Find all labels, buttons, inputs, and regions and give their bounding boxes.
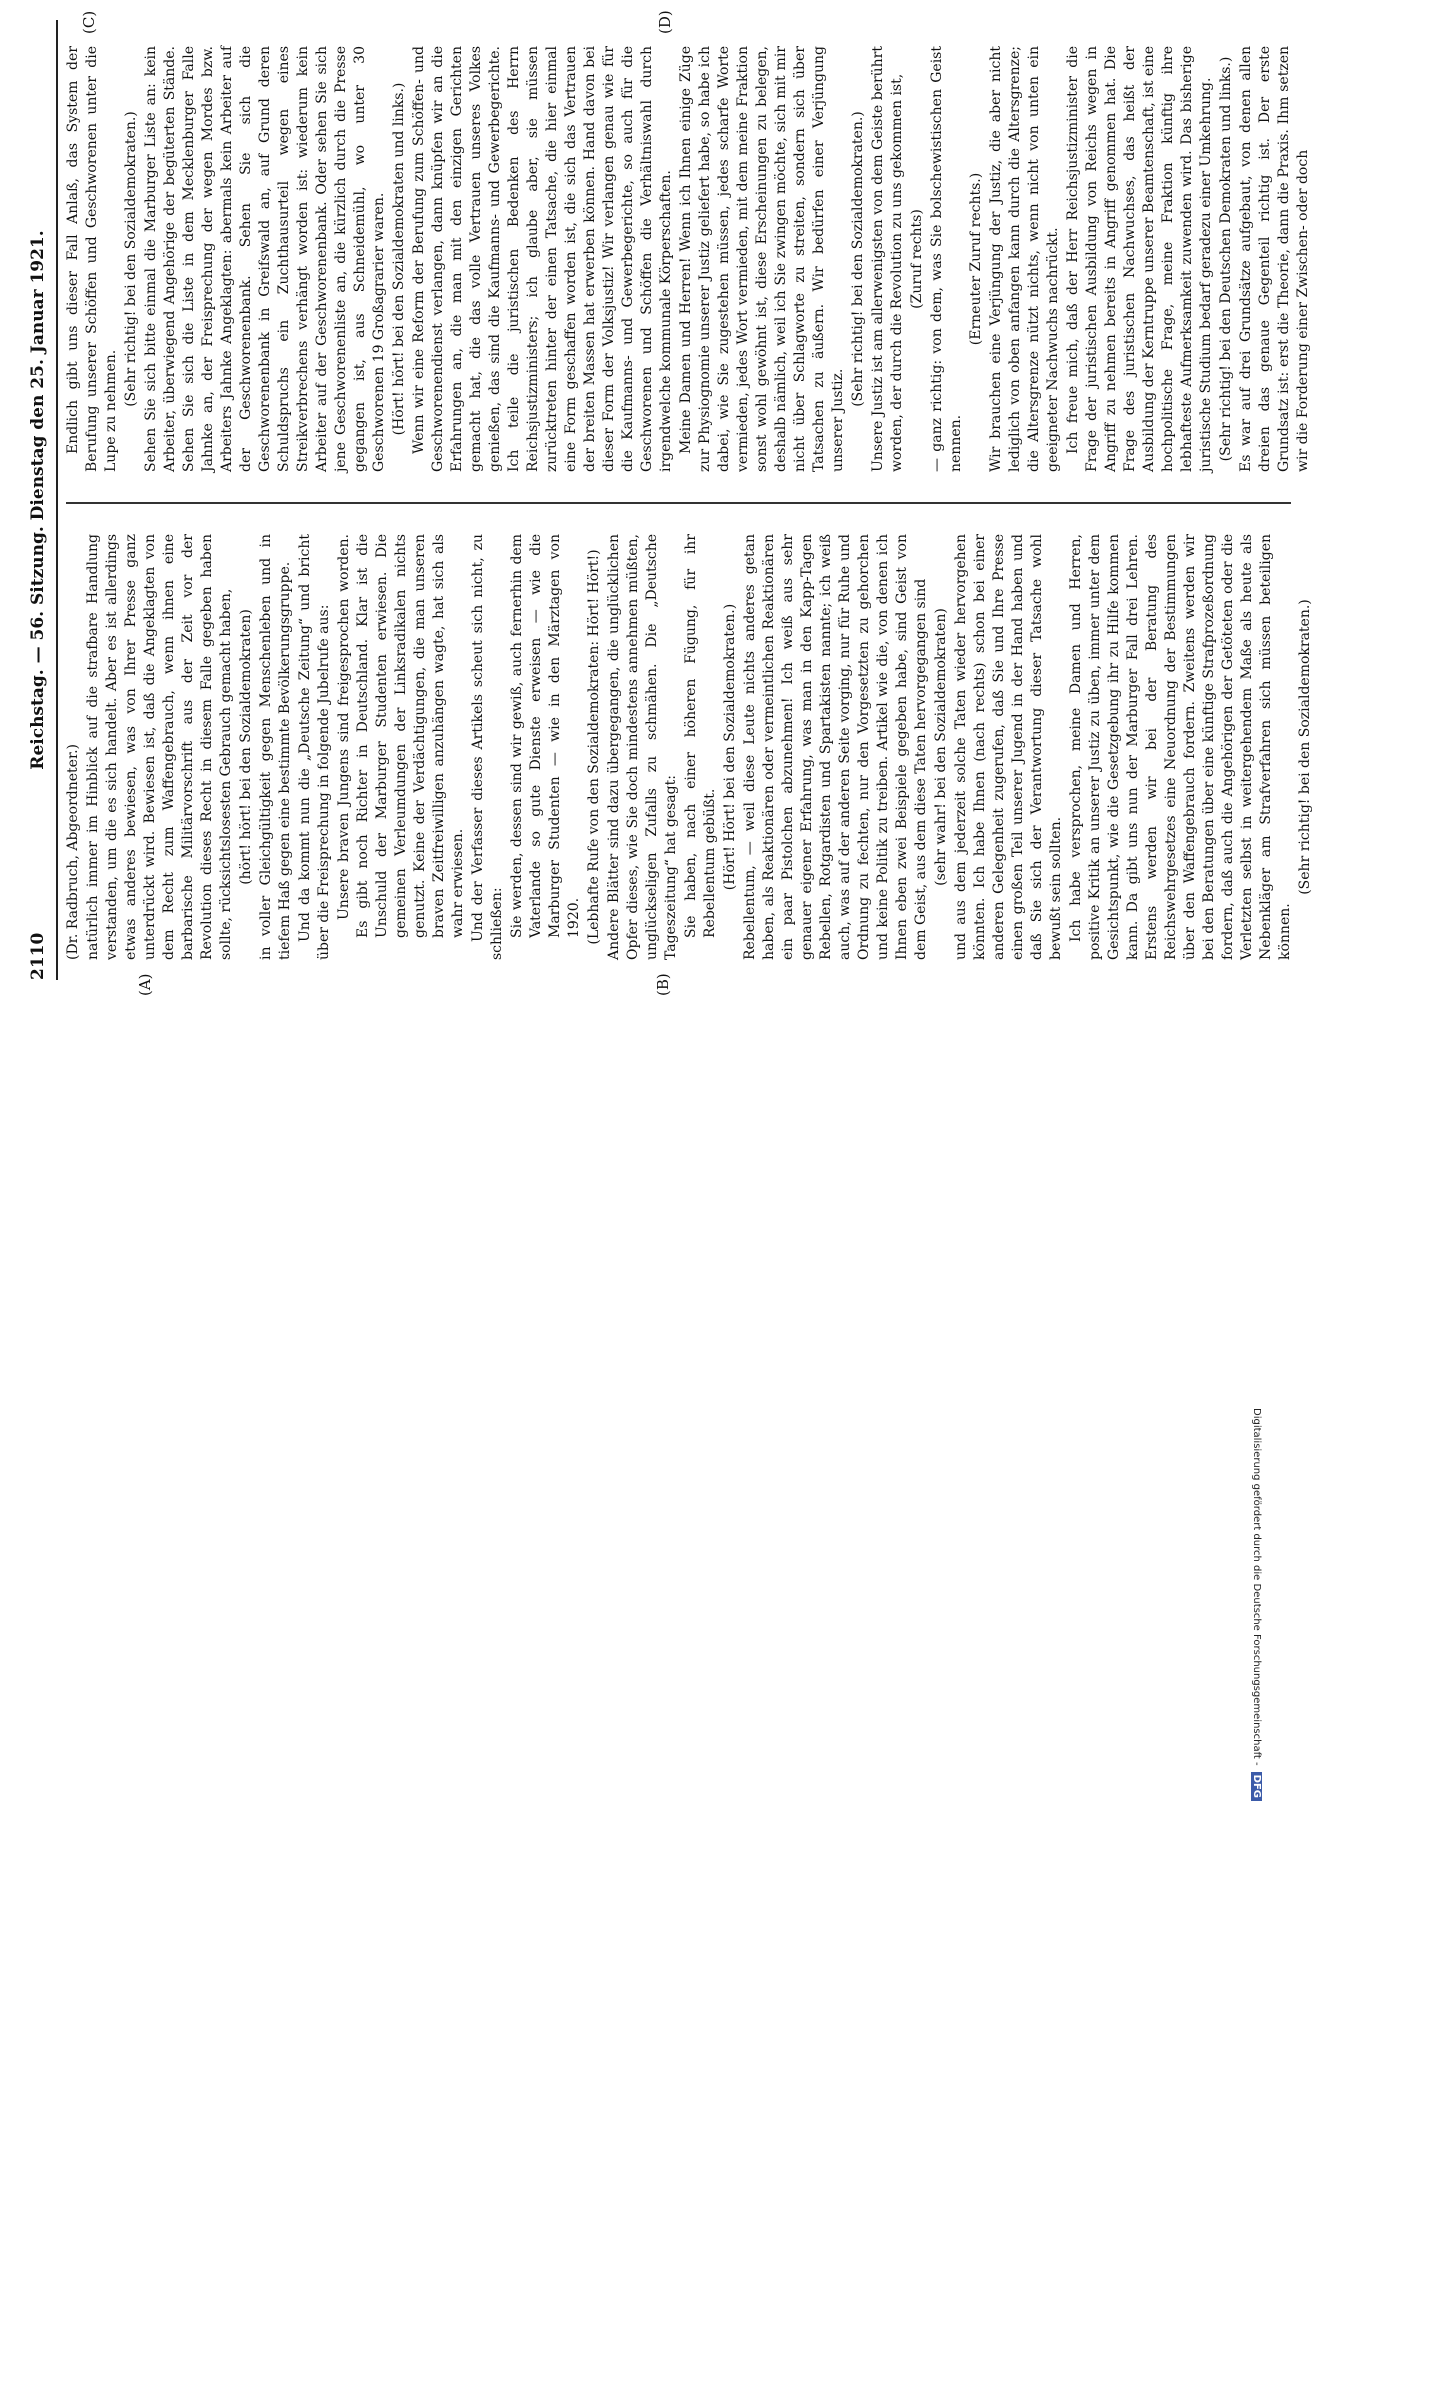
paragraph: in voller Gleichgültigkeit gegen Menschenleben und in tiefem Haß gegen eine bestimmte Bevölkerungsgruppe. [258, 534, 293, 960]
paragraph: — ganz richtig: von dem, was Sie bolschewistischen Geist nennen. [929, 46, 964, 472]
paragraph: Rebellentum, — weil diese Leute nichts anderes getan haben, als Reaktionären oder vermeintlichen Reaktionären ein paar Pistolchen abzunehmen! Ich weiß aus sehr genauer eigener Erfahrung, was man in den Kapp-Tagen Rebellen, Rotgardisten und Spartakisten nannte; ich weiß auch, was auf der anderen Seite vorging, nur für Ruhe und Ordnung zu fechten, nur den Vorgesetzten zu gehorchen und keine Politik zu treiben. Artikel wie die, von denen ich Ihnen eben zwei Beispiele gegeben habe, sind Geist von dem Geist, aus dem diese Taten hervorgegangen sind [742, 534, 929, 960]
paragraph: Und der Verfasser dieses Artikels scheut sich nicht, zu schließen: [470, 534, 505, 960]
paragraph: natürlich immer im Hinblick auf die strafbare Handlung verstanden, um die es sich handelt. Aber es ist allerdings etwas anderes bewiesen, was von Ihrer Presse ganz unterdrückt wird. Bewiesen ist, daß die Angeklagten von dem Recht zum Waffengebrauch, wenn ihnen eine barbarische Militärvorschrift aus der Zeit vor der Revolution dieses Recht in diesem Falle gegeben haben sollte, rücksichtslosesten Gebrauch gemacht haben, [85, 534, 234, 960]
interjection: (sehr wahr! bei den Sozialdemokraten) [933, 608, 949, 886]
paragraph: Andere Blätter sind dazu übergegangen, die unglücklichen Opfer dieses, wie Sie doch mindestens annehmen müßten, unglückseligen Zufalls zu schmähen. Die „Deutsche Tageszeitung“ hat gesagt: [606, 534, 679, 960]
interjection: (Sehr richtig! bei den Sozialdemokraten.) [123, 111, 139, 407]
rotated-page [0, 0, 1434, 1000]
paragraph: Ich freue mich, daß der Herr Reichsjustizminister die Frage der juristischen Ausbildung von Reichs wegen in Angriff zu nehmen bereits in Angriff genommen hat. Die Frage des juristischen Nachwuchses, das heißt der Ausbildung der Kerntruppe unserer Beamtenschaft, ist eine hochpolitische Frage, meine Fraktion künftig ihre lebhafteste Aufmerksamkeit zuwenden wird. Das bisherige juristische Studium bedarf geradezu einer Umkehrung. [1065, 46, 1214, 472]
page-title: Reichstag. — 56. Sitzung. Dienstag den 25. Januar 1921. [28, 230, 48, 770]
left-column [64, 534, 1313, 960]
interjection: (Zuruf rechts) [909, 209, 925, 309]
interjection: (Sehr richtig! bei den Sozialdemokraten.) [1297, 599, 1313, 895]
page-number: 2110 [28, 932, 48, 980]
interjection: (Hört! Hört! bei den Sozialdemokraten.) [722, 603, 738, 891]
dfg-logo: DFG [1251, 1772, 1262, 1801]
margin-marker-a: (A) [136, 973, 154, 996]
interjection: (hört! hört! bei den Sozialdemokraten) [238, 609, 254, 885]
paragraph: Sie werden, dessen sind wir gewiß, auch fernerhin dem Vaterlande so gute Dienste erweisen — wie die Marburger Studenten — wie in den Märztagen von 1920. [509, 534, 582, 938]
paragraph: Und da kommt nun die „Deutsche Zeitung“ und bricht über die Freisprechung in folgende Jubelrufe aus: [297, 534, 332, 960]
paragraph: Unsere braven Jungens sind freigesprochen worden. Es gibt noch Richter in Deutschland. Klar ist die Unschuld der Marburger Studenten erwiesen. Die gemeinen Verleumdungen der Linksradikalen nichts genutzt. Keine der Verdächtigungen, die man unseren braven Zeitfreiwilligen anzuhängen wagte, hat sich als wahr erwiesen. [336, 534, 466, 938]
paragraph: Endlich gibt uns dieser Fall Anlaß, das System der Berufung unserer Schöffen und Geschworenen unter die Lupe zu nehmen. [65, 46, 119, 472]
margin-marker-d: (D) [656, 10, 674, 34]
interjection: (Hört! hört! bei den Sozialdemokraten und links.) [391, 82, 407, 436]
margin-marker-b: (B) [654, 973, 672, 996]
paragraph: und aus dem jederzeit solche Taten wieder hervorgehen könnten. Ich habe Ihnen (nach rechts) schon bei einer anderen Gelegenheit zugerufen, daß Sie und Ihre Presse einen großen Teil unserer Jugend in der Hand haben und daß Sie sich der Verantwortung dieser Tatsache wohl bewußt sein sollten. [953, 534, 1064, 960]
digitization-text: Digitalisierung gefördert durch die Deutsche Forschungsgemeinschaft - [1251, 1408, 1262, 1766]
paragraph: Sie haben, nach einer höheren Fügung, für ihr Rebellentum gebüßt. [683, 534, 718, 938]
paragraph: Meine Damen und Herren! Wenn ich Ihnen einige Züge zur Physiognomie unserer Justiz geliefert habe, so habe ich dabei, wie Sie zugestehen müssen, jedes scharfe Worte vermieden, jedes Wort vermieden, mit dem meine Fraktion sonst wohl gewöhnt ist, diese Erscheinungen zu belegen, deshalb nämlich, weil ich Sie zwingen möchte, sich mit mir nicht über Schlagworte zu streiten, sondern sich über Tatsachen zu äußern. Wir bedürfen einer Verjüngung unserer Justiz. [678, 46, 846, 472]
paragraph: Es war auf drei Grundsätze aufgebaut, von denen allen dreien das genaue Gegenteil richtig ist. Der erste Grundsatz ist: erst die Theorie, dann die Praxis. Ihm setzen wir die Forderung einer Zwischen- oder doch [1238, 46, 1311, 472]
header-rule [56, 20, 58, 980]
column-separator [66, 502, 1291, 504]
paragraph: Ich habe versprochen, meine Damen und Herren, positive Kritik an unserer Justiz zu üben, immer unter dem Gesichtspunkt, wie die Gesetzgebung ihr zu Hilfe kommen kann. Da gibt uns nun der Marburger Fall drei Lehren. Erstens werden wir bei der Beratung des Reichswehrgesetzes eine Neuordnung der Bestimmungen über den Waffengebrauch fordern. Zweitens werden wir bei den Beratungen über eine künftige Strafprozeßordnung fordern, daß auch die Angehörigen der Getöteten oder die Verletzten selbst in weitergehendem Maße als heute als Nebenkläger am Strafverfahren sich müssen beteiligen können. [1068, 534, 1293, 960]
interjection: (Sehr richtig! bei den Sozialdemokraten.) [850, 111, 866, 407]
margin-marker-c: (C) [80, 10, 98, 34]
page-header [22, 20, 54, 980]
interjection: (Lebhafte Rufe von den Sozialdemokraten: Hört! Hört!) [586, 549, 602, 945]
paragraph: Wir brauchen eine Verjüngung der Justiz, die aber nicht lediglich von oben anfangen kann durch die Altersgrenze; die Altersgrenze nützt nichts, wenn nicht von unten ein geeigneter Nachwuchs nachrückt. [988, 46, 1061, 472]
interjection: (Sehr richtig! bei den Deutschen Demokraten und links.) [1218, 56, 1234, 462]
right-column [64, 46, 1311, 472]
interjection: (Erneuter Zuruf rechts.) [968, 172, 984, 346]
paragraph: Unsere Justiz ist am allerwenigsten von dem Geiste berührt worden, der durch die Revolution zu uns gekommen ist, [870, 46, 905, 472]
paragraph: Sehen Sie sich bitte einmal die Marburger Liste an: kein Arbeiter, überwiegend Angehörige der begüterten Stände. Sehen Sie sich die Liste in dem Mecklenburger Falle Jahnke an, der Freisprechung der wegen Mordes bzw. Arbeiters Jahnke Angeklagten: abermals kein Arbeiter auf der Geschworenenbank. Sehen Sie sich die Geschworenenbank in Greifswald an, auf Grund deren Schuldspruchs ein Zuchthausurteil wegen eines Streikverbrechens verhängt worden ist: wiederum kein Arbeiter auf der Geschworenenbank. Oder sehen Sie sich jene Geschworenenliste an, die kürzlich durch die Presse gegangen ist, aus Schneidemühl, wo unter 30 Geschworenen 19 Großagrarier waren. [143, 46, 387, 472]
paragraph: (Dr. Radbruch, Abgeordneter.) [65, 743, 81, 960]
paragraph: Wenn wir eine Reform der Berufung zum Schöffen- und Geschworenendienst verlangen, dann knüpfen wir an die Erfahrungen an, die man mit den einzigen Gerichten gemacht hat, die das volle Vertrauen unseres Volkes genießen, das sind die Kaufmanns- und Gewerbegerichte. Ich teile die juristischen Bedenken des Herrn Reichsjustizministers; ich glaube aber, sie müssen zurücktreten hinter der einen Tatsache, die hier einmal eine Form geschaffen worden ist, die sich das Vertrauen der breiten Massen hat erwerben können. Hand davon bei dieser Form der Volksjustiz! Wir verlangen genau wie für die Kaufmanns- und Gewerbegerichte, so auch für die Geschworenen und Schöffen die Verhältniswahl durch irgendwelche kommunale Körperschaften. [411, 46, 674, 472]
digitization-note [1244, 1408, 1262, 2408]
